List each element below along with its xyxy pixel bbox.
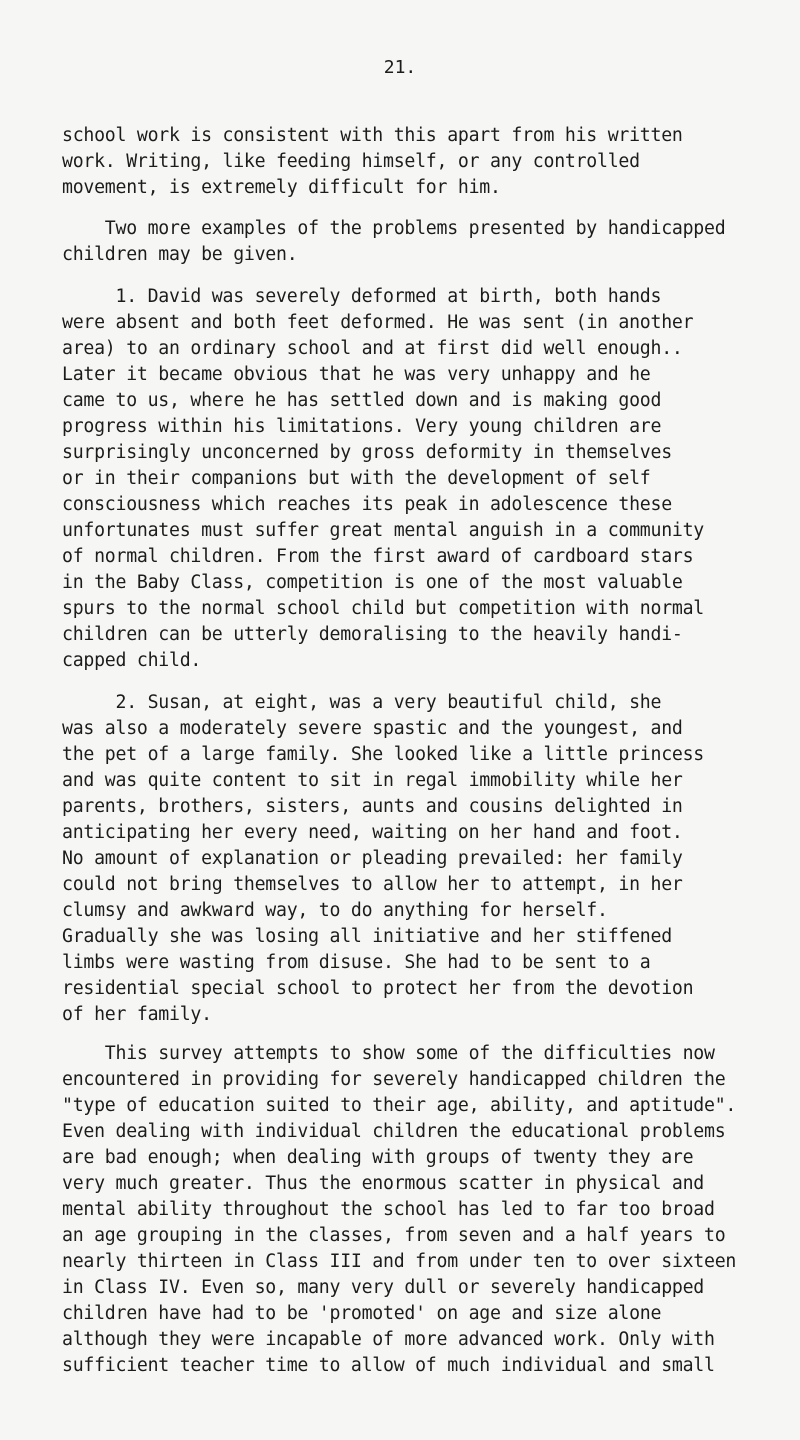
text-line: unfortunates must suffer great mental anguish in a community [62, 520, 704, 541]
text-line: work. Writing, like feeding himself, or any controlled [62, 151, 640, 172]
text-line: 2. Susan, at eight, was a very beautiful child, she [62, 692, 662, 713]
text-line: Even dealing with individual children the educational problems [62, 1121, 726, 1142]
paragraph-survey [62, 1041, 772, 1379]
text-line: This survey attempts to show some of the difficulties now [62, 1043, 715, 1064]
text-line: area) to an ordinary school and at first did well enough.. [62, 338, 683, 359]
text-line: in the Baby Class, competition is one of the most valuable [62, 572, 683, 593]
paragraph-2 [62, 216, 772, 268]
text-line: parents, brothers, sisters, aunts and cousins delighted in [62, 796, 683, 817]
text-line: limbs were wasting from disuse. She had to be sent to a [62, 952, 651, 973]
text-line: children can be utterly demoralising to the heavily handi- [62, 624, 683, 645]
text-line: very much greater. Thus the enormous scatter in physical and [62, 1173, 704, 1194]
text-line: No amount of explanation or pleading prevailed: her family [62, 848, 683, 869]
text-line: could not bring themselves to allow her to attempt, in her [62, 874, 683, 895]
text-line: in Class IV. Even so, many very dull or severely handicapped [62, 1277, 704, 1298]
text-line: Gradually she was losing all initiative and her stiffened [62, 926, 672, 947]
text-line: encountered in providing for severely handicapped children the [62, 1069, 726, 1090]
paragraph-example-1 [62, 284, 772, 674]
text-line: "type of education suited to their age, ability, and aptitude". [62, 1095, 737, 1116]
text-line: consciousness which reaches its peak in adolescence these [62, 494, 672, 515]
text-line: nearly thirteen in Class III and from under ten to over sixteen [62, 1251, 737, 1272]
text-line: surprisingly unconcerned by gross deformity in themselves [62, 442, 672, 463]
text-line: mental ability throughout the school has led to far too broad [62, 1199, 715, 1220]
text-line: and was quite content to sit in regal immobility while her [62, 770, 683, 791]
paragraph-example-2 [62, 690, 772, 1028]
text-line: were absent and both feet deformed. He was sent (in another [62, 312, 694, 333]
text-line: Later it became obvious that he was very unhappy and he [62, 364, 651, 385]
paragraph-1 [62, 123, 772, 201]
text-line: came to us, where he has settled down and is making good [62, 390, 662, 411]
text-line: movement, is extremely difficult for him. [62, 177, 501, 198]
text-line: school work is consistent with this apart from his written [62, 125, 683, 146]
text-line: clumsy and awkward way, to do anything for herself. [62, 900, 608, 921]
text-line: 1. David was severely deformed at birth, both hands [62, 286, 662, 307]
text-line: or in their companions but with the development of self [62, 468, 651, 489]
text-line: an age grouping in the classes, from seven and a half years to [62, 1225, 726, 1246]
text-line: Two more examples of the problems presented by handicapped [62, 218, 726, 239]
text-line: of her family. [62, 1004, 212, 1025]
text-line: although they were incapable of more advanced work. Only with [62, 1329, 715, 1350]
text-line: are bad enough; when dealing with groups of twenty they are [62, 1147, 694, 1168]
text-line: residential special school to protect her from the devotion [62, 978, 694, 999]
text-line: children have had to be 'promoted' on age and size alone [62, 1303, 662, 1324]
text-line: children may be given. [62, 244, 298, 265]
text-line: was also a moderately severe spastic and the youngest, and [62, 718, 683, 739]
text-line: the pet of a large family. She looked like a little princess [62, 744, 704, 765]
text-line: progress within his limitations. Very young children are [62, 416, 662, 437]
page-number: 21. [383, 57, 417, 78]
text-line: of normal children. From the first award of cardboard stars [62, 546, 694, 567]
text-line: anticipating her every need, waiting on her hand and foot. [62, 822, 683, 843]
text-line: sufficient teacher time to allow of much individual and small [62, 1355, 715, 1376]
text-line: capped child. [62, 650, 202, 671]
text-line: spurs to the normal school child but competition with normal [62, 598, 704, 619]
